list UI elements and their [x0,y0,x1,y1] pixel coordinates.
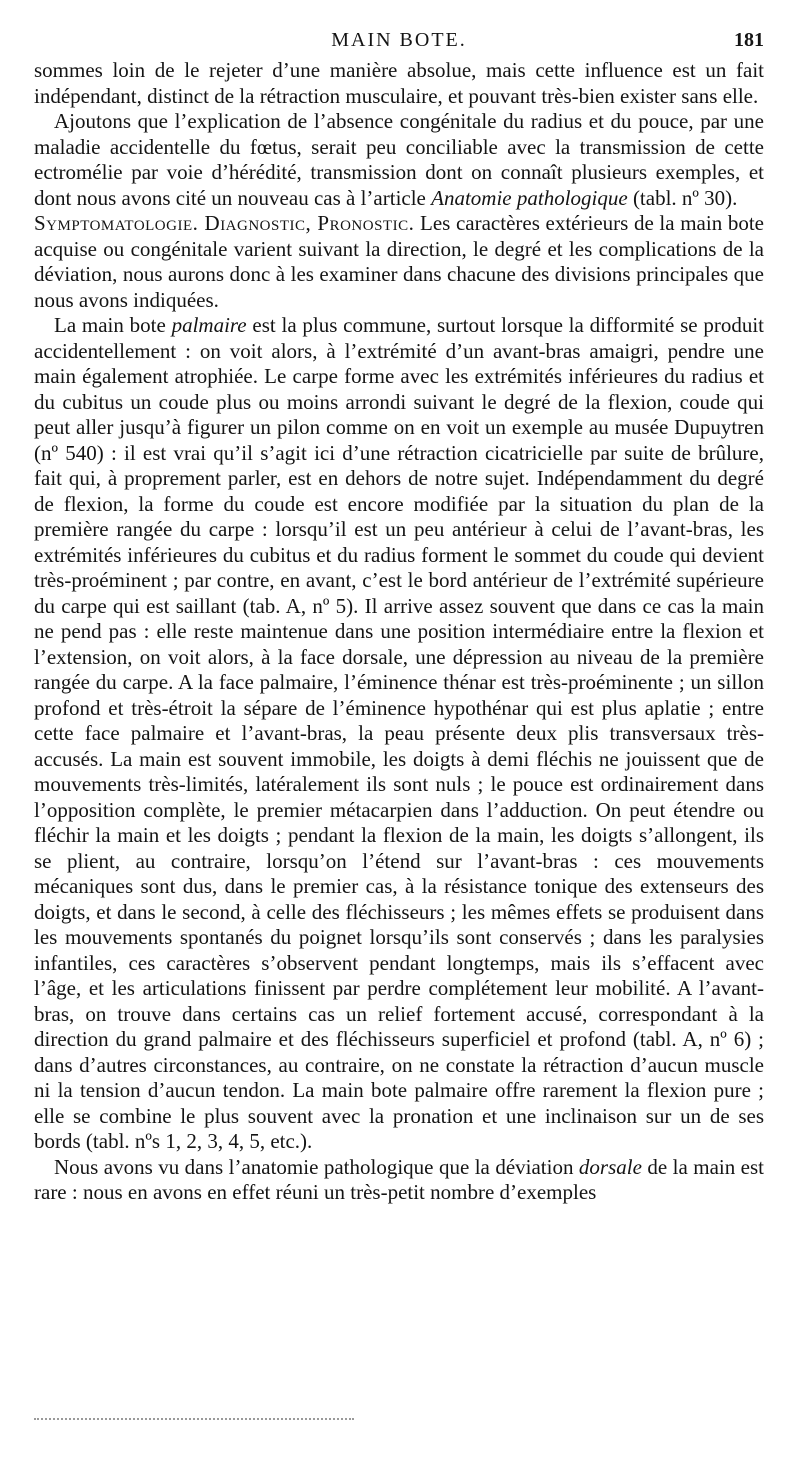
paragraph-text: sommes loin de le rejeter d’une manière absolue, mais cette influence est un fait indépendant, distinct de la rétraction musculaire, et pouvant très-bien exister sans elle. [34,58,764,108]
book-page [34,22,764,1442]
italic-term: dorsale [578,1154,642,1179]
paragraph-text: Les caractères extérieurs de la main bote acquise ou congénitale varient suivant la direction, le degré et les complications de la déviation, nous aurons donc à les examiner dans chacune des divisions principales que nous avons indiquées. [34,211,764,312]
paragraph-text: (tabl. nº 30). [627,185,738,210]
paragraph-continuation [34,58,764,109]
page-header [34,22,764,58]
footer-dotted-rule [34,1418,354,1428]
running-title: MAIN BOTE. [331,29,467,51]
italic-reference: Anatomie pathologique [431,185,628,210]
paragraph-main-bote-palmaire [34,313,764,1155]
paragraph-text: de la main est rare : nous en avons en effet réuni un très-petit nombre d’exemples [34,1154,765,1204]
paragraph-deviation-dorsale [34,1155,764,1206]
paragraph-text: est la plus commune, surtout lorsque la difformité se produit accidentellement : on voit alors, à l’extrémité d’un avant-bras amaigri, pendre une main également atrophiée. Le carpe forme avec les extrémités inférieures du radius et du cubitus un coude plus ou moins arrondi suivant le degré de la flexion, coude qui peut aller jusqu’à figurer un pilon comme on en voit un exemple au musée Dupuytren (nº 540) : il est vrai qu’il s’agit ici d’une rétraction cicatricielle par suite de brûlure, fait qui, à proprement parler, est en dehors de notre sujet. Indépendamment du degré de flexion, la forme du coude est encore modifiée par la situation du plan de la première rangée du carpe : lorsqu’il est un peu antérieur à celui de l’avant-bras, les extrémités inférieures du cubitus et du radius forment le sommet du coude qui devient très-proéminent ; par contre, en avant, c’est le bord antérieur de l’extrémité supérieure du carpe qui est saillant (tab. A, nº 5). Il arrive assez souvent que dans ce cas la main ne pend pas : elle reste maintenue dans une position intermédiaire entre la flexion et l’extension, on voit alors, à la face dorsale, une dépression au niveau de la première rangée du carpe. A la face palmaire, l’éminence thénar est très-proéminente ; un sillon profond et très-étroit la sépare de l’éminence hypothénar qui est plus aplatie ; entre cette face palmaire et l’avant-bras, la peau présente deux plis transversaux très-accusés. La main est souvent immobile, les doigts à demi fléchis ne jouissent que de mouvements très-limités, latéralement ils sont nuls ; le pouce est ordinairement dans l’opposition complète, le premier métacarpien dans l’adduction. On peut étendre ou fléchir la main et les doigts ; pendant la flexion de la main, les doigts s’allongent, ils se plient, au contraire, lorsqu’on l’étend sur l’avant-bras : ces mouvements mécaniques sont dus, dans le premier cas, à la résistance tonique des extenseurs des doigts, et dans le second, à celle des fléchisseurs ; les mêmes effets se produisent dans les mouvements spontanés du poignet lorsqu’ils sont conservés ; dans les paralysies infantiles, ces caractères s’observent pendant longtemps, mais ils s’effacent avec l’âge, et les articulations finissent par perdre complétement leur mobilité. A l’avant-bras, on trouve dans certains cas un relief fortement accusé, correspondant à la direction du grand palmaire et des fléchisseurs superficiel et profond (tabl. A, nº 6) ; dans d’autres circonstances, au contraire, on ne constate la rétraction d’aucun muscle ni la tension d’aucun tendon. La main bote palmaire offre rarement la flexion pure ; elle se combine le plus souvent avec la pronation et une inclinaison sur un de ses bords (tabl. nºs 1, 2, 3, 4, 5, etc.). [34,313,764,1153]
paragraph-symptomatologie [34,211,764,313]
paragraph-text: Ajoutons que l’explication de l’absence congénitale du radius et du pouce, par une maladie accidentelle du fœtus, serait peu conciliable avec la transmission de cette ectromélie par voie d’hérédité, transmission dont on connaît plusieurs exemples, et dont nous avons cité un nouveau cas à l’article [34,109,764,210]
italic-term: palmaire [171,313,247,337]
paragraph-text: Nous avons vu dans l’anatomie pathologique que la déviation [54,1154,579,1179]
page-number: 181 [734,29,764,51]
body-text [34,58,764,1206]
section-heading: Symptomatologie. Diagnostic, Pronostic. [34,211,415,235]
paragraph-text: La main bote [54,313,172,337]
paragraph-ectromelie [34,109,764,211]
